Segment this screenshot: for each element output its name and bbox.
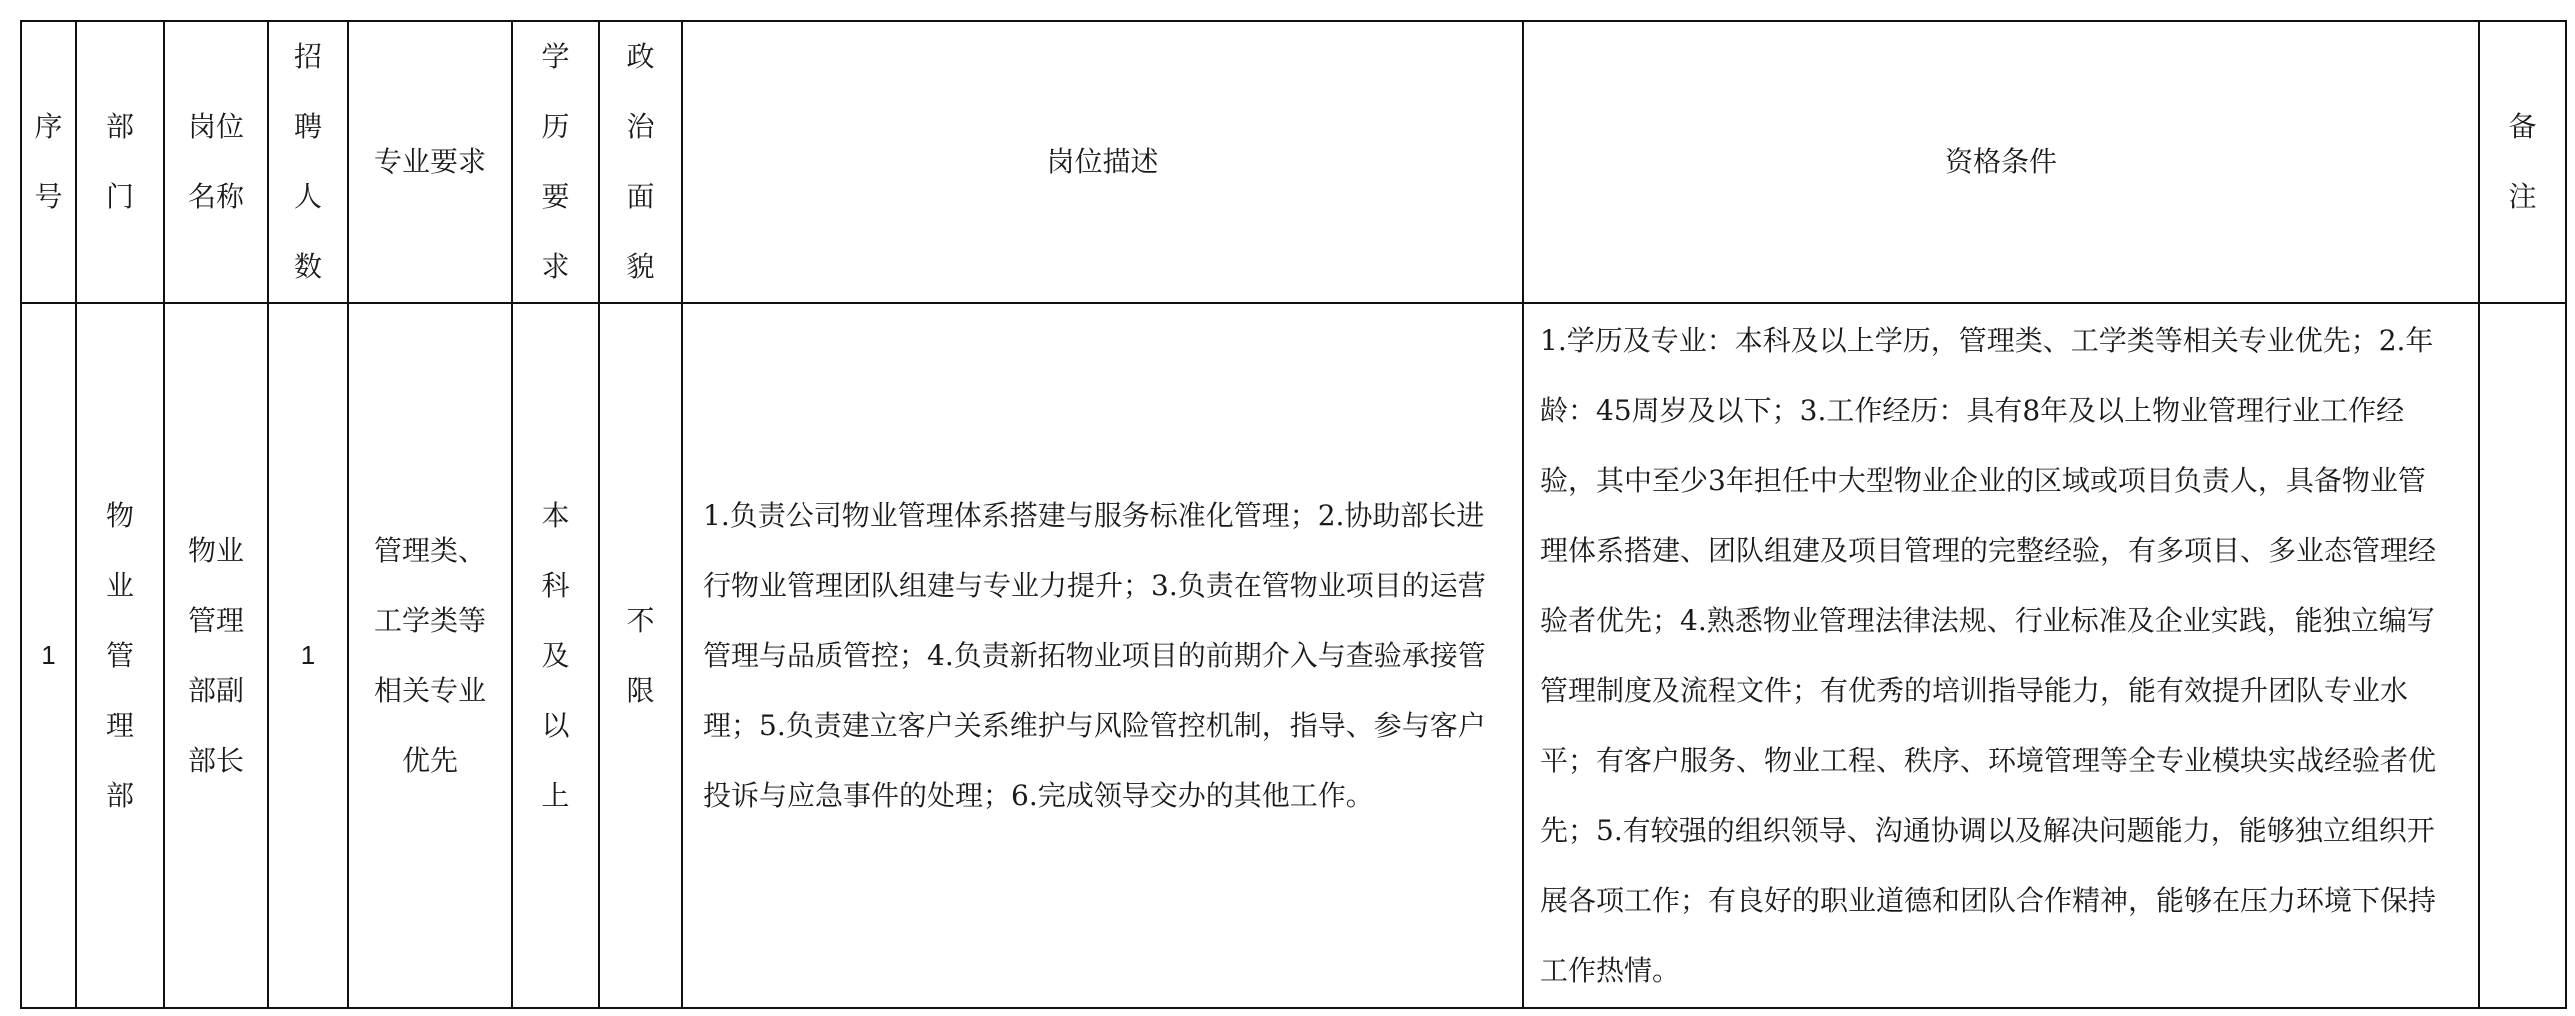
- header-education: 学历要求: [512, 21, 599, 303]
- cell-dept: 物业管理部: [76, 303, 164, 1008]
- header-political: 政治面貌: [599, 21, 682, 303]
- header-major: 专业要求: [348, 21, 512, 303]
- cell-remark: [2479, 303, 2566, 1008]
- header-qualification: 资格条件: [1523, 21, 2479, 303]
- cell-education: 本科及以上: [512, 303, 599, 1008]
- header-dept: 部门: [76, 21, 164, 303]
- cell-position: 物业管理部副部长: [164, 303, 268, 1008]
- header-count: 招聘人数: [268, 21, 348, 303]
- cell-description: 1.负责公司物业管理体系搭建与服务标准化管理；2.协助部长进行物业管理团队组建与专业力提升；3.负责在管物业项目的运营管理与品质管控；4.负责新拓物业项目的前期介入与查验承接管理；5.负责建立客户关系维护与风险管控机制，指导、参与客户投诉与应急事件的处理；6.完成领导交办的其他工作。: [682, 303, 1523, 1008]
- header-position: 岗位名称: [164, 21, 268, 303]
- cell-seq: 1: [21, 303, 76, 1008]
- header-description: 岗位描述: [682, 21, 1523, 303]
- cell-qualification: 1.学历及专业：本科及以上学历，管理类、工学类等相关专业优先；2.年龄：45周岁及以下；3.工作经历：具有8年及以上物业管理行业工作经验，其中至少3年担任中大型物业企业的区域或项目负责人，具备物业管理体系搭建、团队组建及项目管理的完整经验，有多项目、多业态管理经验者优先；4.熟悉物业管理法律法规、行业标准及企业实践，能独立编写管理制度及流程文件；有优秀的培训指导能力，能有效提升团队专业水平；有客户服务、物业工程、秩序、环境管理等全专业模块实战经验者优先；5.有较强的组织领导、沟通协调以及解决问题能力，能够独立组织开展各项工作；有良好的职业道德和团队合作精神，能够在压力环境下保持工作热情。: [1523, 303, 2479, 1008]
- header-remark: 备注: [2479, 21, 2566, 303]
- header-seq: 序号: [21, 21, 76, 303]
- header-row: [21, 21, 2566, 303]
- cell-count: 1: [268, 303, 348, 1008]
- cell-political: 不限: [599, 303, 682, 1008]
- table-row: [21, 303, 2566, 1008]
- cell-major: 管理类、工学类等相关专业优先: [348, 303, 512, 1008]
- recruitment-table: [20, 20, 2567, 1009]
